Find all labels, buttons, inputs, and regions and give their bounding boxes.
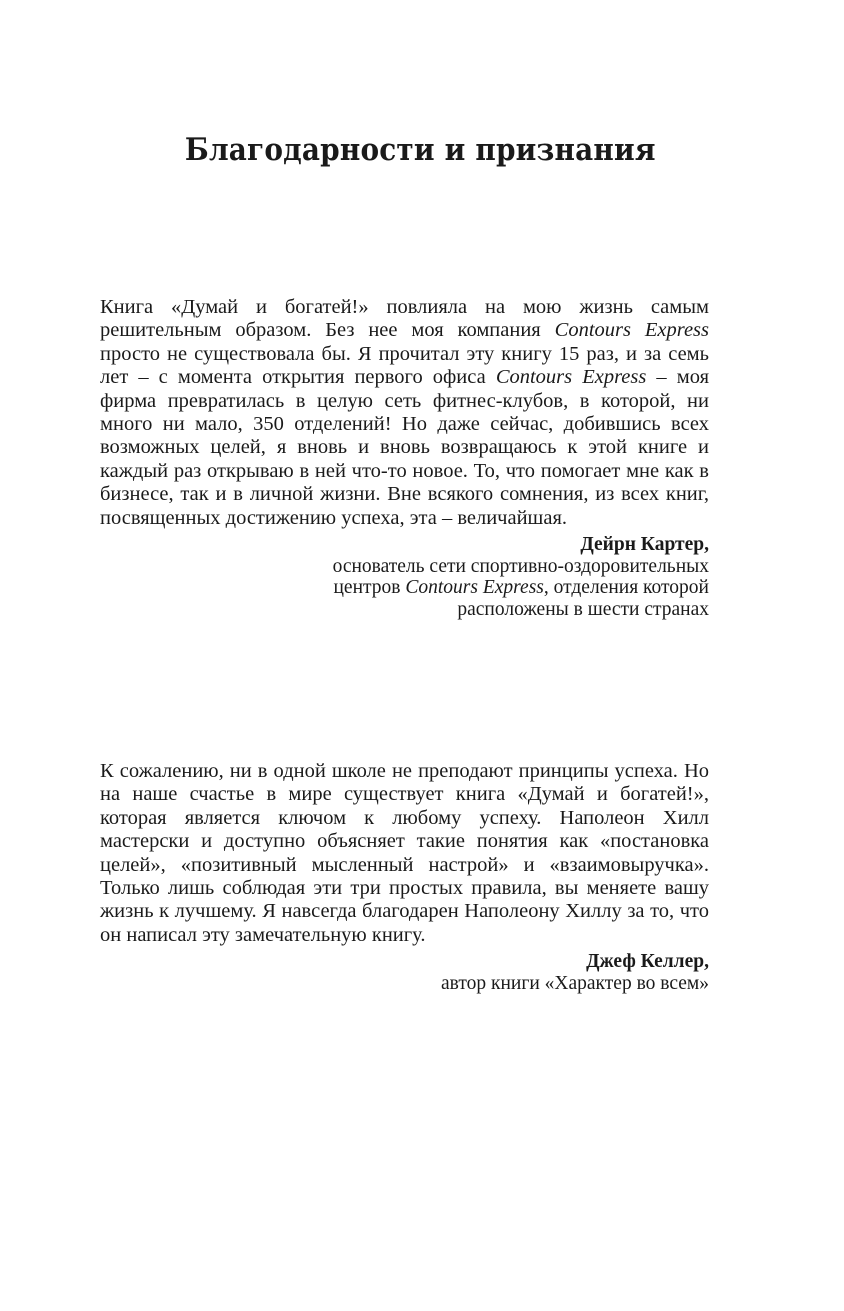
author-name: Дейрн Картер, (580, 534, 709, 556)
attribution (100, 534, 709, 620)
brand-name: Contours Express (554, 319, 710, 342)
testimonial-carter (100, 296, 709, 620)
author-role: автор книги «Характер во всем» (440, 972, 709, 994)
author-name: Джеф Келлер, (586, 951, 709, 973)
attribution (100, 951, 709, 994)
author-role-line: центров Contours Express, отделения которой (333, 577, 709, 599)
author-role-line: основатель сети спортивно-оздоровительных (332, 555, 709, 577)
testimonial-keller (100, 760, 709, 994)
testimonial-text: К сожалению, ни в одной школе не преподают принципы успеха. Но на наше счастье в мире существует книга «Думай и богатей!», которая является ключом к любому успеху. Наполеон Хилл мастерски и доступно объясняет такие понятия как «постановка целей», «позитивный мысленный настрой» и «взаимовыручка». Только лишь соблюдая эти три простых правила, вы меняете вашу жизнь к лучшему. Я навсегда благодарен Наполеону Хиллу за то, что он написал эту замечательную книгу. (100, 760, 709, 946)
brand-name: Contours Express (495, 366, 647, 389)
author-role-line: расположены в шести странах (457, 598, 709, 620)
brand-name: Contours Express (405, 577, 544, 599)
testimonial-text: Книга «Думай и богатей!» повлияла на мою жизнь самым решительным образом. Без нее моя компания Contours Express просто не существовала бы. Я прочитал эту книгу 15 раз, и за семь лет – с момента открытия первого офиса Contours Express – моя фирма превратилась в целую сеть фитнес-клубов, в которой, ни много ни мало, 350 отделений! Но даже сейчас, добившись всех возможных целей, я вновь и вновь возвращаюсь к этой книге и каждый раз открываю в ней что-то новое. То, что помогает мне как в бизнесе, так и в личной жизни. Вне всякого сомнения, из всех книг, посвященных достижению успеха, эта – величайшая. (100, 296, 710, 529)
page-title: Благодарности и признания (184, 132, 656, 168)
